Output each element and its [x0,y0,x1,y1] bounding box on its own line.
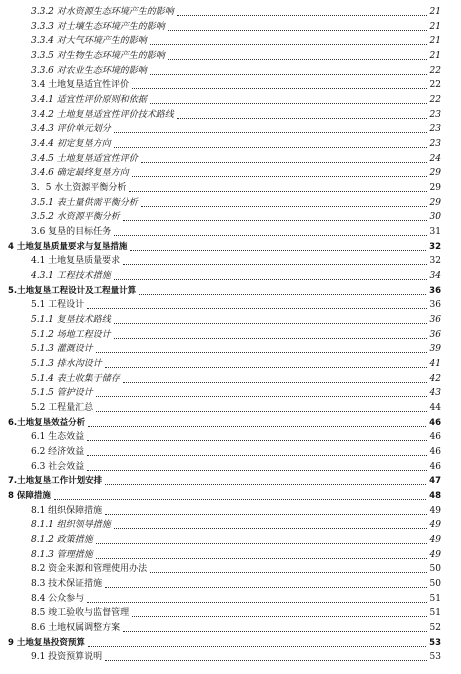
toc-entry-title: 3.3.5 对生物生态环境产生的影响 [31,51,165,61]
toc-dot-leader [150,44,427,45]
toc-dot-leader [96,411,426,412]
toc-dot-leader [114,279,427,280]
toc-entry[interactable] [0,122,461,135]
toc-dot-leader [114,338,427,339]
toc-entry[interactable] [0,342,461,355]
toc-page-number: 21 [429,7,441,17]
toc-entry-title: 3.3.6 对农业生态环境的影响 [31,65,147,76]
toc-page-number: 48 [429,491,441,501]
toc-dot-leader [96,352,427,353]
toc-entry[interactable] [0,137,461,150]
toc-page-number: 53 [429,652,441,663]
toc-page-number: 46 [429,417,441,428]
toc-dot-leader [129,191,426,192]
toc-dot-leader [105,514,426,515]
toc-page-number: 36 [429,329,441,340]
toc-page-number: 41 [429,359,441,369]
toc-dot-leader [114,528,427,529]
toc-page-number: 23 [429,139,441,149]
toc-entry-title: 3.4.4 初定复垦方向 [31,139,111,149]
toc-entry[interactable] [0,181,461,194]
toc-entry-title: 5.1.3 排水沟设计 [31,359,102,369]
toc-dot-leader [150,103,427,104]
toc-entry-title: 8.4 公众参与 [31,593,85,604]
toc-entry[interactable] [0,284,461,297]
toc-dot-leader [105,484,426,485]
toc-entry[interactable] [0,196,461,209]
toc-entry-title: 6.2 经济效益 [31,447,85,457]
toc-page-number: 34 [429,271,441,281]
toc-page-number: 21 [429,36,441,47]
toc-entry[interactable] [0,474,461,487]
toc-entry-title: 5.1.3 灌溉设计 [31,344,93,355]
toc-dot-leader [177,118,427,119]
toc-entry[interactable] [0,592,461,605]
toc-entry-title: 5.1.5 管护设计 [31,388,93,399]
toc-page-number: 29 [429,183,441,193]
toc-entry[interactable] [0,78,461,91]
toc-dot-leader [114,147,427,148]
toc-entry-title: 8.1.1 组织领导措施 [31,520,111,531]
toc-entry[interactable] [0,416,461,429]
toc-entry-title: 3.4.6 确定最终复垦方向 [31,168,129,179]
toc-entry[interactable] [0,562,461,575]
toc-dot-leader [96,543,427,544]
toc-dot-leader [88,646,426,647]
toc-dot-leader [87,470,426,471]
toc-entry[interactable] [0,254,461,267]
toc-page-number: 53 [429,637,441,648]
toc-page-number: 46 [429,461,441,472]
toc-page-number: 51 [429,593,441,604]
toc-entry[interactable] [0,64,461,77]
toc-page-number: 32 [429,256,441,267]
toc-entry[interactable] [0,548,461,561]
toc-entry-title: 3．5 水土资源平衡分析 [31,183,127,193]
toc-dot-leader [141,162,427,163]
toc-dot-leader [96,396,427,397]
toc-dot-leader [123,220,427,221]
toc-entry[interactable] [0,357,461,370]
toc-page-number: 32 [429,241,441,252]
toc-dot-leader [150,74,427,75]
toc-dot-leader [130,250,426,251]
toc-entry-title: 6.1 生态效益 [31,432,85,443]
toc-entry[interactable] [0,372,461,385]
toc-entry-title: 8.6 土地权属调整方案 [31,623,121,633]
toc-dot-leader [150,572,426,573]
toc-dot-leader [168,30,427,31]
toc-entry-title: 8.1.3 管理措施 [31,549,93,560]
toc-entry-title: 3.6 复垦的目标任务 [31,227,112,237]
toc-page-number: 31 [429,227,441,237]
toc-dot-leader [54,499,426,500]
toc-entry-title: 3.4.3 评价单元划分 [31,124,111,135]
toc-entry[interactable] [0,34,461,47]
toc-page-number: 52 [429,623,441,633]
toc-entry-title: 9 土地复垦投资预算 [8,637,85,648]
toc-dot-leader [114,235,426,236]
toc-entry[interactable] [0,269,461,282]
toc-entry-title: 6.土地复垦效益分析 [8,417,86,428]
toc-entry-title: 5.1.2 场地工程设计 [31,329,111,340]
toc-page-number: 22 [429,95,441,105]
toc-dot-leader [132,176,427,177]
toc-entry[interactable] [0,650,461,663]
toc-entry-title: 9.1 投资预算说明 [31,652,103,663]
toc-entry[interactable] [0,240,461,253]
toc-dot-leader [123,264,426,265]
toc-page-number: 49 [429,520,441,531]
toc-entry[interactable] [0,518,461,531]
toc-entry-title: 8.5 竣工验收与监督管理 [31,608,130,619]
toc-entry[interactable] [0,460,461,473]
toc-entry[interactable] [0,49,461,62]
toc-entry-title: 3.5.2 水资源平衡分析 [31,212,120,223]
toc-entry[interactable] [0,504,461,517]
toc-entry[interactable] [0,152,461,165]
toc-page-number: 22 [429,80,441,91]
toc-page-number: 22 [429,65,441,76]
toc-dot-leader [96,558,427,559]
toc-entry-title: 3.4.2 土地复垦适宜性评价技术路线 [31,109,174,120]
toc-dot-leader [87,308,426,309]
toc-entry-title: 5.1.4 表土收集于储存 [31,373,120,384]
toc-entry-title: 3.4.1 适宜性评价原则和依据 [31,95,147,105]
toc-entry-title: 3.4.5 土地复垦适宜性评价 [31,153,138,164]
toc-entry[interactable] [0,577,461,590]
toc-entry-title: 3.3.4 对大气环境产生的影响 [31,36,147,47]
toc-entry[interactable] [0,445,461,458]
toc-page-number: 49 [429,535,441,545]
toc-entry[interactable] [0,606,461,619]
toc-dot-leader [105,587,426,588]
toc-entry-title: 3.3.3 对土壤生态环境产生的影响 [31,21,165,32]
toc-entry-title: 3.5.1 表土量供需平衡分析 [31,197,138,208]
toc-entry-title: 3.3.2 对水资源生态环境产生的影响 [31,7,174,17]
toc-entry[interactable] [0,5,461,18]
toc-dot-leader [141,206,427,207]
toc-dot-leader [114,132,427,133]
toc-entry[interactable] [0,430,461,443]
toc-entry[interactable] [0,401,461,414]
toc-entry[interactable] [0,93,461,106]
toc-entry-title: 8.1.2 政策措施 [31,535,93,545]
toc-page-number: 50 [429,564,441,575]
toc-entry[interactable] [0,636,461,649]
toc-page-number: 21 [429,51,441,61]
toc-entry-title: 4.1 土地复垦质量要求 [31,256,121,267]
toc-page-number: 30 [429,212,441,223]
toc-page-number: 49 [429,549,441,560]
toc-entry-title: 5.1.1 复垦技术路线 [31,315,111,325]
toc-page-number: 29 [429,197,441,208]
toc-dot-leader [132,616,426,617]
toc-entry-title: 8.1 组织保障措施 [31,505,103,516]
toc-page-number: 23 [429,124,441,135]
toc-dot-leader [139,294,426,295]
toc-entry[interactable] [0,166,461,179]
toc-entry-title: 8.3 技术保证措施 [31,579,103,589]
toc-dot-leader [87,602,426,603]
toc-entry-title: 7.土地复垦工作计划安排 [8,476,103,487]
toc-entry[interactable] [0,489,461,502]
toc-page-number: 49 [429,505,441,516]
toc-entry-title: 3.4 土地复垦适宜性评价 [31,80,130,91]
toc-entry-title: 8.2 资金来源和管理使用办法 [31,564,148,575]
toc-dot-leader [168,59,427,60]
toc-page-number: 42 [429,373,441,384]
toc-page-number: 36 [429,300,441,311]
toc-entry[interactable] [0,386,461,399]
toc-entry-title: 5.2 工程量汇总 [31,403,94,413]
toc-entry-title: 8 保障措施 [8,491,51,501]
toc-page-number: 47 [429,476,441,487]
toc-entry[interactable] [0,533,461,546]
toc-entry[interactable] [0,313,461,326]
toc-page-number: 36 [429,285,441,296]
toc-entry[interactable] [0,225,461,238]
toc-dot-leader [132,88,426,89]
toc-dot-leader [87,455,426,456]
toc-page-number: 23 [429,109,441,120]
toc-dot-leader [105,660,426,661]
toc-page-number: 29 [429,168,441,179]
toc-entry-title: 6.3 社会效益 [31,461,85,472]
toc-dot-leader [123,631,426,632]
toc-dot-leader [123,382,427,383]
toc-entry[interactable] [0,621,461,634]
toc-page-number: 39 [429,344,441,355]
toc-entry-title: 5.土地复垦工程设计及工程量计算 [8,285,137,296]
toc-dot-leader [105,367,427,368]
toc-dot-leader [177,15,427,16]
toc-page-number: 51 [429,608,441,619]
toc-page-number: 46 [429,447,441,457]
toc-page-number: 21 [429,21,441,32]
toc-page-number: 50 [429,579,441,589]
toc-entry[interactable] [0,108,461,121]
toc-dot-leader [114,323,427,324]
toc-page-number: 43 [429,388,441,399]
toc-entry-title: 5.1 工程设计 [31,300,85,311]
toc-dot-leader [88,426,426,427]
toc-entry[interactable] [0,328,461,341]
toc-page-number: 46 [429,432,441,443]
toc-page-number: 44 [429,403,441,413]
toc-entry-title: 4 土地复垦质量要求与复垦措施 [8,241,128,252]
toc-dot-leader [87,440,426,441]
toc-page-number: 24 [429,153,441,164]
toc-entry[interactable] [0,210,461,223]
toc-page-number: 36 [429,315,441,325]
toc-entry[interactable] [0,298,461,311]
toc-entry[interactable] [0,20,461,33]
toc-entry-title: 4.3.1 工程技术措施 [31,271,111,281]
